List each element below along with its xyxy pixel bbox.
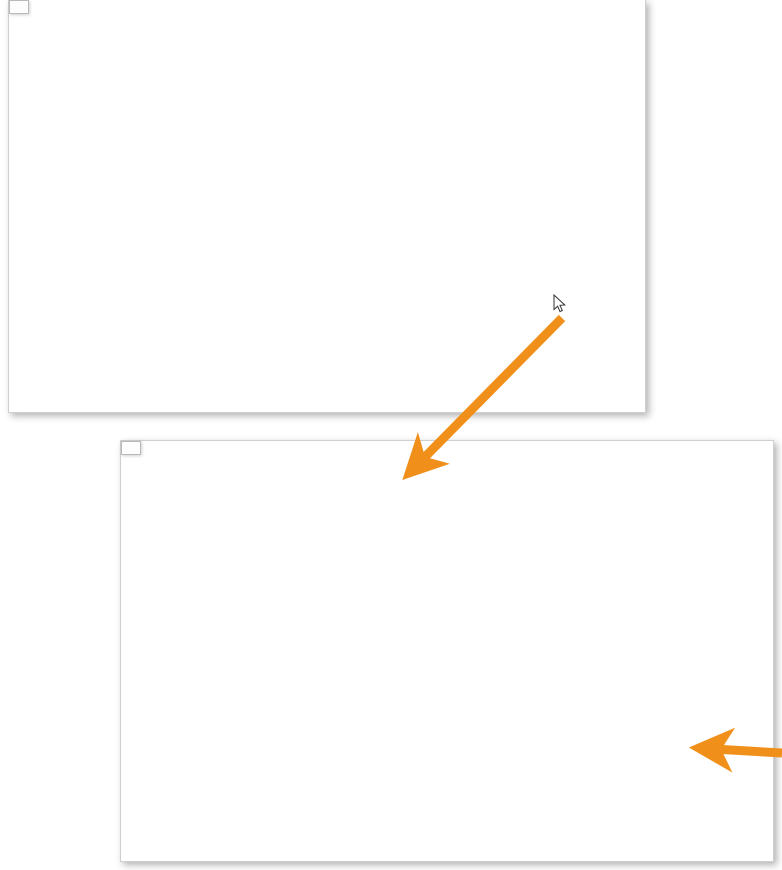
mouse-cursor-icon: [553, 294, 567, 314]
bottom-chart-legend[interactable]: [121, 441, 141, 455]
bottom-chart: [121, 441, 773, 861]
bottom-chart-panel: [120, 440, 774, 862]
top-chart-legend[interactable]: [9, 0, 29, 14]
top-chart: [9, 0, 645, 412]
top-chart-panel: [8, 0, 646, 413]
